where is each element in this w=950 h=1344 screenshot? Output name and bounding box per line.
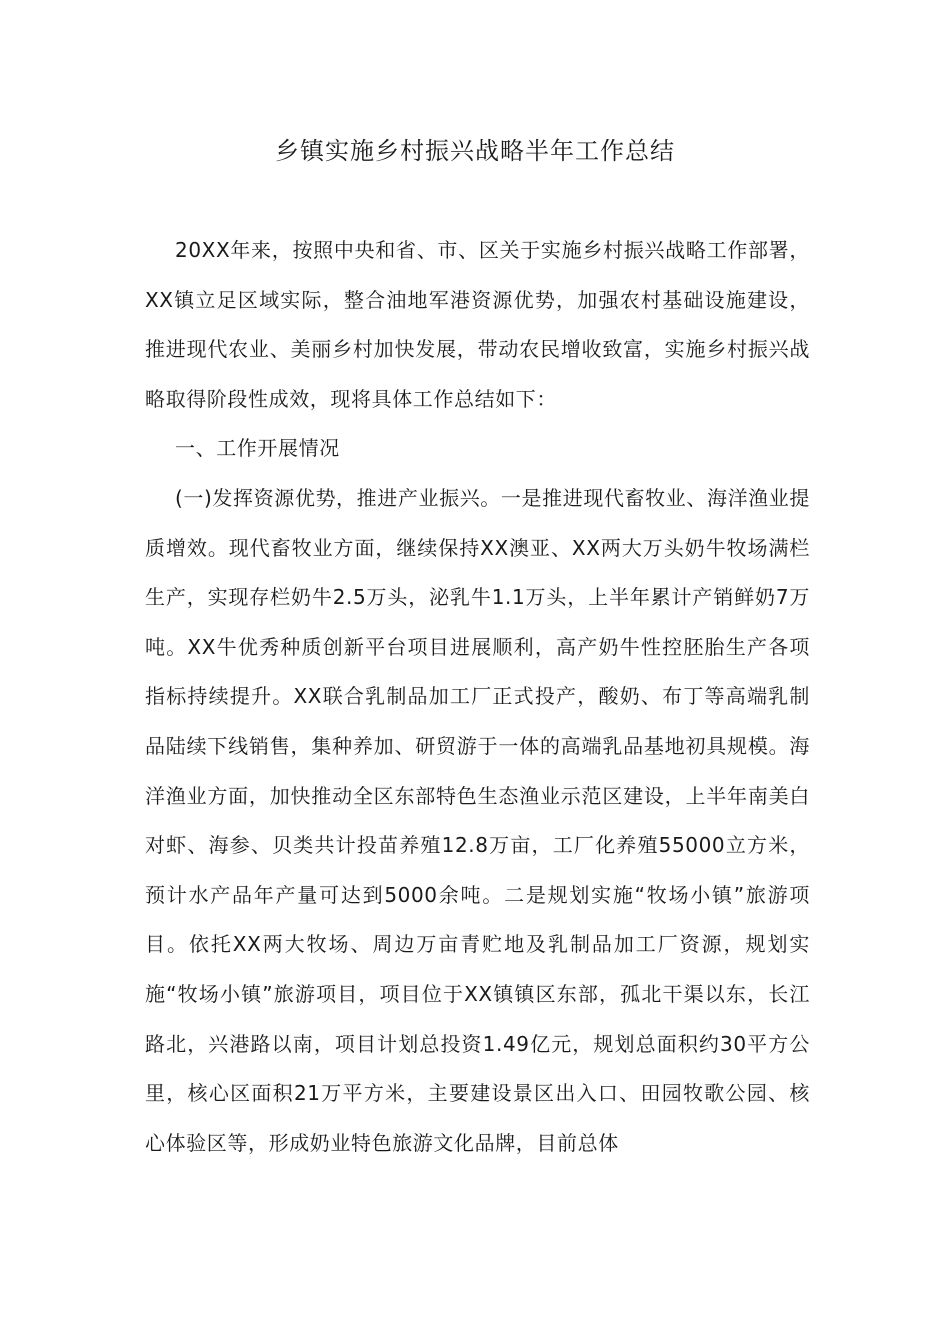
document-title: 乡镇实施乡村振兴战略半年工作总结 (275, 137, 675, 165)
intro-paragraph: 20XX年来，按照中央和省、市、区关于实施乡村振兴战略工作部署，XX镇立足区域实际，整合油地军港资源优势，加强农村基础设施建设，推进现代农业、美丽乡村加快发展，带动农民增收致富，实施乡村振兴战略取得阶段性成效，现将具体工作总结如下： (145, 238, 810, 411)
document-body (145, 226, 810, 1168)
section-paragraph: (一)发挥资源优势，推进产业振兴。一是推进现代畜牧业、海洋渔业提质增效。现代畜牧业方面，继续保持XX澳亚、XX两大万头奶牛牧场满栏生产，实现存栏奶牛2.5万头，泌乳牛1.1万头，上半年累计产销鲜奶7万吨。XX牛优秀种质创新平台项目进展顺利，高产奶牛性控胚胎生产各项指标持续提升。XX联合乳制品加工厂正式投产，酸奶、布丁等高端乳制品陆续下线销售，集种养加、研贸游于一体的高端乳品基地初具规模。海洋渔业方面，加快推动全区东部特色生态渔业示范区建设，上半年南美白对虾、海参、贝类共计投苗养殖12.8万亩，工厂化养殖55000立方米，预计水产品年产量可达到5000余吨。二是规划实施“牧场小镇”旅游项目。依托XX两大牧场、周边万亩青贮地及乳制品加工厂资源，规划实施“牧场小镇”旅游项目，项目位于XX镇镇区东部，孤北干渠以东，长江路北，兴港路以南，项目计划总投资1.49亿元，规划总面积约30平方公里，核心区面积21万平方米，主要建设景区出入口、田园牧歌公园、核心体验区等，形成奶业特色旅游文化品牌，目前总体 (145, 485, 810, 1155)
section-heading: 一、工作开展情况 (175, 436, 340, 461)
